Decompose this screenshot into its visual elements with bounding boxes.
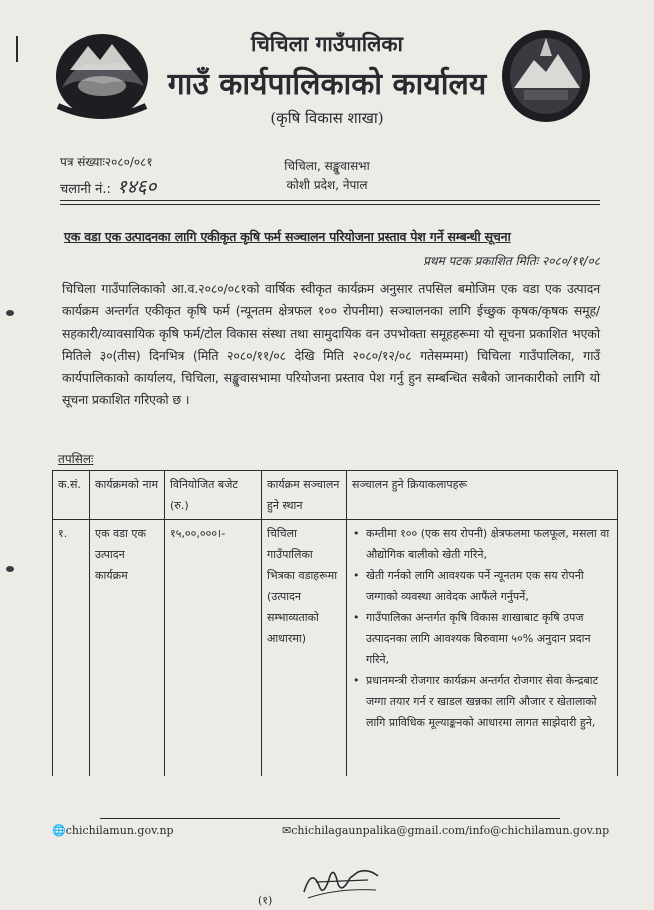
notice-body: चिचिला गाउँपालिकाको आ.व.२०८०/०८१को वार्षिक स्वीकृत कार्यक्रम अनुसार तपसिल बमोजिम एक वडा एक उत्पादन कार्यक्रम अन्तर्गत एकीकृत कृषि फर्म (न्यूनतम क्षेत्रफल १०० रोपनीमा) सञ्चालनका लागि ईच्छुक कृषक/कृषक समूह/सहकारी/व्यावसायिक कृषि फर्म/टोल विकास संस्था तथा सामुदायिक वन उपभोक्ता समूहहरूमा यो सूचना प्रकाशित भएको मितिले ३०(तीस) दिनभित्र (मिति २०८०/११/०८ देखि मिति २०८०/१२/०८ गतेसम्ममा) चिचिला गाउँपालिका, गाउँ कार्यपालिकाको कार्यालय, चिचिला, सङ्खुवासभामा परियोजना प्रस्ताव पेश गर्नु हुन सम्बन्धित सबैको जानकारीको लागि यो सूचना प्रकाशित गरिएको छ । bbox=[62, 281, 600, 408]
list-item: • प्रधानमन्त्री रोजगार कार्यक्रम अन्तर्गत रोजगार सेवा केन्द्रबाट जग्गा तयार गर्न र खाडल खन्नका लागि औजार र खेतालाको लागि प्राविधिक मूल्याङ्कनको आधारमा लागत साझेदारी हुने, bbox=[364, 670, 612, 733]
header-divider bbox=[60, 200, 600, 201]
municipality-name: चिचिला गाउँपालिका bbox=[251, 31, 403, 56]
page-number: (१) bbox=[258, 894, 273, 907]
website-text: chichilamun.gov.np bbox=[65, 824, 174, 837]
punch-hole bbox=[6, 566, 14, 572]
reference-number: पत्र संख्याः२०८०/०८१ bbox=[60, 155, 153, 169]
footer-website bbox=[52, 824, 174, 837]
signature bbox=[298, 858, 384, 902]
address-line-1: चिचिला, सङ्खुवासभा bbox=[284, 159, 370, 173]
table-header-row bbox=[53, 471, 618, 520]
cell-location: चिचिला गाउँपालिका भित्रका वडाहरूमा (उत्पादन सम्भाव्यताको आधारमा) bbox=[262, 520, 347, 777]
table-row bbox=[53, 520, 618, 777]
office-name: गाउँ कार्यपालिकाको कार्यालय bbox=[167, 67, 487, 102]
header-location: कार्यक्रम सञ्चालन हुने स्थान bbox=[262, 471, 347, 520]
dispatch-label: चलानी नं.: bbox=[60, 182, 111, 197]
cell-serial: १. bbox=[53, 520, 90, 777]
header-activities: सञ्चालन हुने क्रियाकलापहरू bbox=[347, 471, 618, 520]
schedule-table bbox=[52, 470, 618, 776]
cell-budget: १५,००,०००।- bbox=[165, 520, 262, 777]
header-budget: विनियोजित बजेट (रु.) bbox=[165, 471, 262, 520]
mail-icon: ✉ bbox=[282, 824, 292, 837]
header-serial: क.सं. bbox=[53, 471, 90, 520]
address-line-2: कोशी प्रदेश, नेपाल bbox=[286, 178, 368, 192]
punch-hole bbox=[6, 310, 14, 316]
email-text: chichilagaunpalika@gmail.com/info@chichilamun.gov.np bbox=[291, 824, 610, 837]
list-item: • कम्तीमा १०० (एक सय रोपनी) क्षेत्रफलमा फलफूल, मसला वा औद्योगिक बालीको खेती गरिने, bbox=[364, 523, 612, 565]
cell-program: एक वडा एक उत्पादन कार्यक्रम bbox=[90, 520, 165, 777]
header-program: कार्यक्रमको नाम bbox=[90, 471, 165, 520]
activities-list bbox=[352, 523, 612, 733]
list-item: • गाउँपालिका अन्तर्गत कृषि विकास शाखाबाट कृषि उपज उत्पादनका लागि आवश्यक बिरुवामा ५०% अनुदान प्रदान गरिने, bbox=[364, 607, 612, 670]
footer-divider bbox=[100, 818, 560, 819]
schedule-label: तपसिलः bbox=[58, 452, 94, 466]
cell-activities bbox=[347, 520, 618, 777]
notice-title: एक वडा एक उत्पादनका लागि एकीकृत कृषि फर्म सञ्चालन परियोजना प्रस्ताव पेश गर्ने सम्बन्धी सूचना bbox=[64, 229, 511, 244]
list-item: • खेती गर्नको लागि आवश्यक पर्ने न्यूनतम एक सय रोपनी जग्गाको व्यवस्था आवेदक आफैंले गर्नुपर्ने, bbox=[364, 565, 612, 607]
published-date: प्रथम पटक प्रकाशित मितिः २०८०/११/०८ bbox=[423, 254, 600, 268]
footer-email bbox=[282, 824, 609, 837]
globe-icon: 🌐 bbox=[52, 824, 66, 837]
header-divider-thin bbox=[60, 204, 600, 205]
dispatch-value: १४६० bbox=[116, 176, 157, 198]
section-name: (कृषि विकास शाखा) bbox=[270, 109, 384, 127]
